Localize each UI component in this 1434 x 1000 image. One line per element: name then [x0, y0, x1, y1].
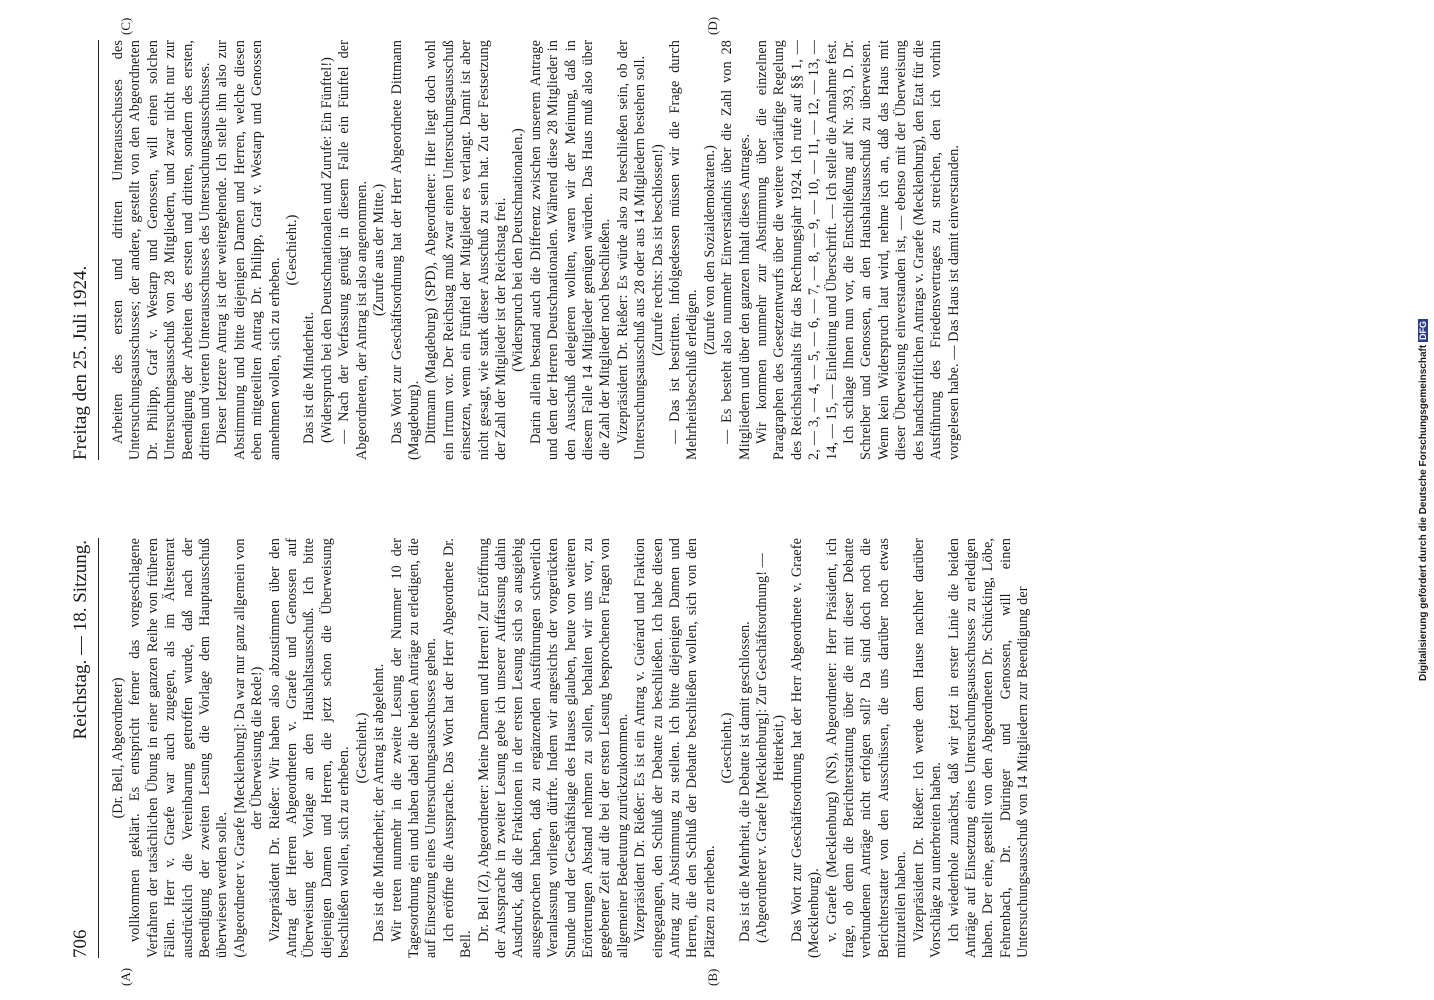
page-number: 706	[70, 929, 91, 958]
header-left-title: Reichstag. — 18. Sitzung.	[70, 540, 91, 740]
paragraph: Vizepräsident Dr. Rießer: Wir haben also abzustimmen über den Antrag der Herren Abgeordneten v. Graefe und Genossen auf Überweisung der Vorlage an den Haushaltsausschuß. Ich bitte diejenigen Damen und Herren, die jetzt schon die Überweisung beschließen wollen, sich zu erheben.	[266, 538, 353, 958]
paragraph: Dieser letztere Antrag ist der weitergehende. Ich stelle ihn also zur Abstimmung und bitte diejenigen Damen und Herren, welche diesen eben mitgeteilten Antrag Dr. Philipp, Graf v. Westarp und Genossen annehmen wollen, sich zu erheben.	[214, 40, 283, 460]
paragraph: Das Wort zur Geschäftsordnung hat der Herr Abgeordnete v. Graefe (Mecklenburg).	[788, 538, 823, 958]
paragraph: Darin allein bestand auch die Differenz zwischen unserem Antrage und dem der Herren Deutschnationalen. Während diese 28 Mitglieder in den Ausschuß delegieren wollten, waren wir der Meinung, daß in diesem Falle 14 Mitglieder genügen würden. Das Haus muß also über die Zahl der Mitglieder noch beschließen.	[527, 40, 614, 460]
paragraph: Das ist die Mehrheit, die Debatte ist damit geschlossen.	[736, 621, 753, 942]
paragraph: (Geschieht.)	[719, 712, 736, 784]
paragraph: Ich schlage Ihnen nun vor, die Entschließung auf Nr. 393, D. Dr. Schreiber und Genossen, an den Haushaltsausschuß zu überweisen. Wenn kein Widerspruch laut wird, nehme ich an, daß das Haus mit dieser Überweisung einverstanden ist, — ebenso mit der Überweisung des handschriftlichen Antrags v. Graefe (Mecklenburg), den Etat für die Ausführung des Friedensvertrages zu streichen, den ich vorhin vorgelesen habe. — Das Haus ist damit einverstanden.	[841, 40, 962, 460]
paragraph: (Dr. Bell, Abgeordneter)	[110, 677, 126, 819]
paragraph: Arbeiten des ersten und dritten Unterausschusses des Untersuchungsausschusses; der andere, gestellt von den Abgeordneten Dr. Philipp, Graf v. Westarp und Genossen, will einen solchen Untersuchungsausschuß von 28 Mitgliedern, und zwar nicht nur zur Beendigung der Arbeiten des ersten und dritten, sondern des ersten, dritten und vierten Unterausschusses des Untersuchungsausschusses.	[110, 40, 214, 460]
header-right-title: Freitag den 25. Juli 1924.	[70, 265, 91, 460]
margin-mark-c: (C)	[118, 17, 133, 35]
paragraph: (Widerspruch bei den Deutschnationalen.)	[510, 128, 527, 372]
paragraph: (Abgeordneter v. Graefe [Mecklenburg]: Da war nur ganz allgemein von der Überweisung die Rede!)	[231, 538, 266, 958]
paragraph: Dittmann (Magdeburg) (SPD), Abgeordneter: Hier liegt doch wohl ein Irrtum vor. Der Reichstag muß zwar einen Untersuchungsausschuß einsetzen, wenn ein Fünftel der Mitglieder es verlangt. Damit ist aber nicht gesagt, wie stark dieser Ausschuß zu sein hat. Zu der Festsetzung der Zahl der Mitglieder ist der Reichstag frei.	[423, 40, 509, 460]
paragraph: (Widerspruch bei den Deutschnationalen und Zurufe: Ein Fünftel!)	[318, 57, 335, 444]
header-rule-left	[98, 538, 99, 958]
paragraph: (Geschieht.)	[353, 712, 370, 784]
paragraph: — Es besteht also nunmehr Einverständnis über die Zahl von 28 Mitgliedern und über den ganzen Inhalt dieses Antrages.	[719, 40, 753, 460]
margin-mark-a: (A)	[118, 967, 133, 986]
dfg-logo: DFG	[1418, 321, 1428, 341]
paragraph: Dr. Bell (Z), Abgeordneter: Meine Damen und Herren! Zur Eröffnung der Aussprache in zweiter Lesung gebe ich unserer Auffassung dahin Ausdruck, daß die Fraktionen in der ersten Lesung sich so ausgiebig ausgesprochen haben, daß zu ergänzenden Ausführungen schwerlich Veranlassung vorliegen dürfte. Indem wir angesichts der vorgerückten Stunde und der Geschäftslage des Hauses glauben, heute von weiteren Erörterungen Abstand nehmen zu sollen, behalten wir uns vor, zu gegebener Zeit auf die bei der ersten Lesung besprochenen Fragen von allgemeiner Bedeutung zurückzukommen.	[475, 538, 631, 958]
paragraph: vollkommen geklärt. Es entspricht ferner das vorgeschlagene Verfahren der tatsächlichen Übung in einer ganzen Reihe von früheren Fällen. Herr v. Graefe war auch zugegen, als im Ältestenrat ausdrücklich die Vereinbarung getroffen wurde, daß nach der Beendigung der zweiten Lesung die Vorlage dem Hauptausschuß überwiesen werden solle.	[127, 538, 231, 958]
paragraph: Ich eröffne die Aussprache. Das Wort hat der Herr Abgeordnete Dr. Bell.	[440, 538, 475, 958]
paragraph: Das Wort zur Geschäftsordnung hat der Herr Abgeordnete Dittmann (Magdeburg).	[388, 40, 422, 460]
margin-mark-b: (B)	[705, 968, 720, 986]
paragraph: Das ist die Minderheit; der Antrag ist abgelehnt.	[371, 663, 388, 942]
paragraph: (Zurufe aus der Mitte.)	[371, 183, 388, 317]
paragraph: Wir treten nunmehr in die zweite Lesung der Nummer 10 der Tagesordnung ein und haben dabei die beiden Anträge zu erledigen, die auf Einsetzung eines Untersuchungsausschusses gehen.	[388, 538, 440, 958]
paragraph: Das ist die Minderheit.	[301, 311, 318, 444]
paragraph: (Abgeordneter v. Graefe [Mecklenburg]: Zur Geschäftsordnung! — Heiterkeit.)	[754, 553, 788, 943]
header-rule-right	[98, 40, 99, 460]
paragraph: (Geschieht.)	[284, 214, 301, 286]
paragraph: Vizepräsident Dr. Rießer: Es ist ein Antrag v. Guérard und Fraktion eingegangen, den Schluß der Debatte zu beschließen. Ich habe diesen Antrag zur Abstimmung zu stellen. Ich bitte diejenigen Damen und Herren, die den Schluß der Debatte beschließen wollen, sich von den Plätzen zu erheben.	[632, 538, 718, 958]
dfg-footer-text: Digitalisierung gefördert durch die Deutsche Forschungsgemeinschaft	[1418, 344, 1429, 681]
paragraph: Vizepräsident Dr. Rießer: Ich werde dem Hause nachher darüber Vorschläge zu unterbreiten haben.	[910, 538, 945, 958]
right-text-column	[110, 40, 963, 460]
paragraph: Vizepräsident Dr. Rießer: Es würde also zu beschließen sein, ob der Untersuchungsausschuß aus 28 oder aus 14 Mitgliedern bestehen soll.	[614, 40, 649, 460]
paragraph: v. Graefe (Mecklenburg) (NS), Abgeordneter: Herr Präsident, ich frage, ob denn die Berichterstattung über die mit dieser Debatte verbundenen Anträge nicht erfolgen soll? Da sind doch noch die Berichterstatter von den Ausschüssen, die uns darüber noch etwas mitzuteilen haben.	[823, 538, 910, 958]
left-text-column	[110, 538, 1033, 958]
paragraph: Wir kommen nunmehr zur Abstimmung über die einzelnen Paragraphen des Gesetzentwurfs über die weitere vorläufige Regelung des Reichshaushalts für das Rechnungsjahr 1924. Ich rufe auf §§ 1, — 2, — 3, — 4, — 5, — 6, — 7, — 8, — 9, — 10, — 11, — 12, — 13, — 14, — 15, — Einleitung und Überschrift. — Ich stelle die Annahme fest.	[754, 40, 840, 460]
paragraph: — Nach der Verfassung genügt in diesem Falle ein Fünftel der Abgeordneten, der Antrag ist also angenommen.	[336, 40, 370, 460]
paragraph: (Zurufe von den Sozialdemokraten.)	[701, 145, 718, 355]
paragraph: (Zurufe rechts: Das ist beschlossen!)	[649, 144, 666, 356]
paragraph: — Das ist bestritten. Infolgedessen müssen wir die Frage durch Mehrheitsbeschluß erledigen.	[667, 40, 701, 460]
margin-mark-d: (D)	[705, 16, 720, 35]
paragraph: Ich wiederhole zunächst, daß wir jetzt in erster Linie die beiden Anträge auf Einsetzung eines Untersuchungsausschusses zu erledigen haben. Der eine, gestellt von den Abgeordneten Dr. Schücking, Löbe, Fehrenbach, Dr. Düringer und Genossen, will einen Untersuchungsausschuß von 14 Mitgliedern zur Beendigung der	[945, 538, 1032, 958]
dfg-footer	[1418, 10, 1432, 990]
